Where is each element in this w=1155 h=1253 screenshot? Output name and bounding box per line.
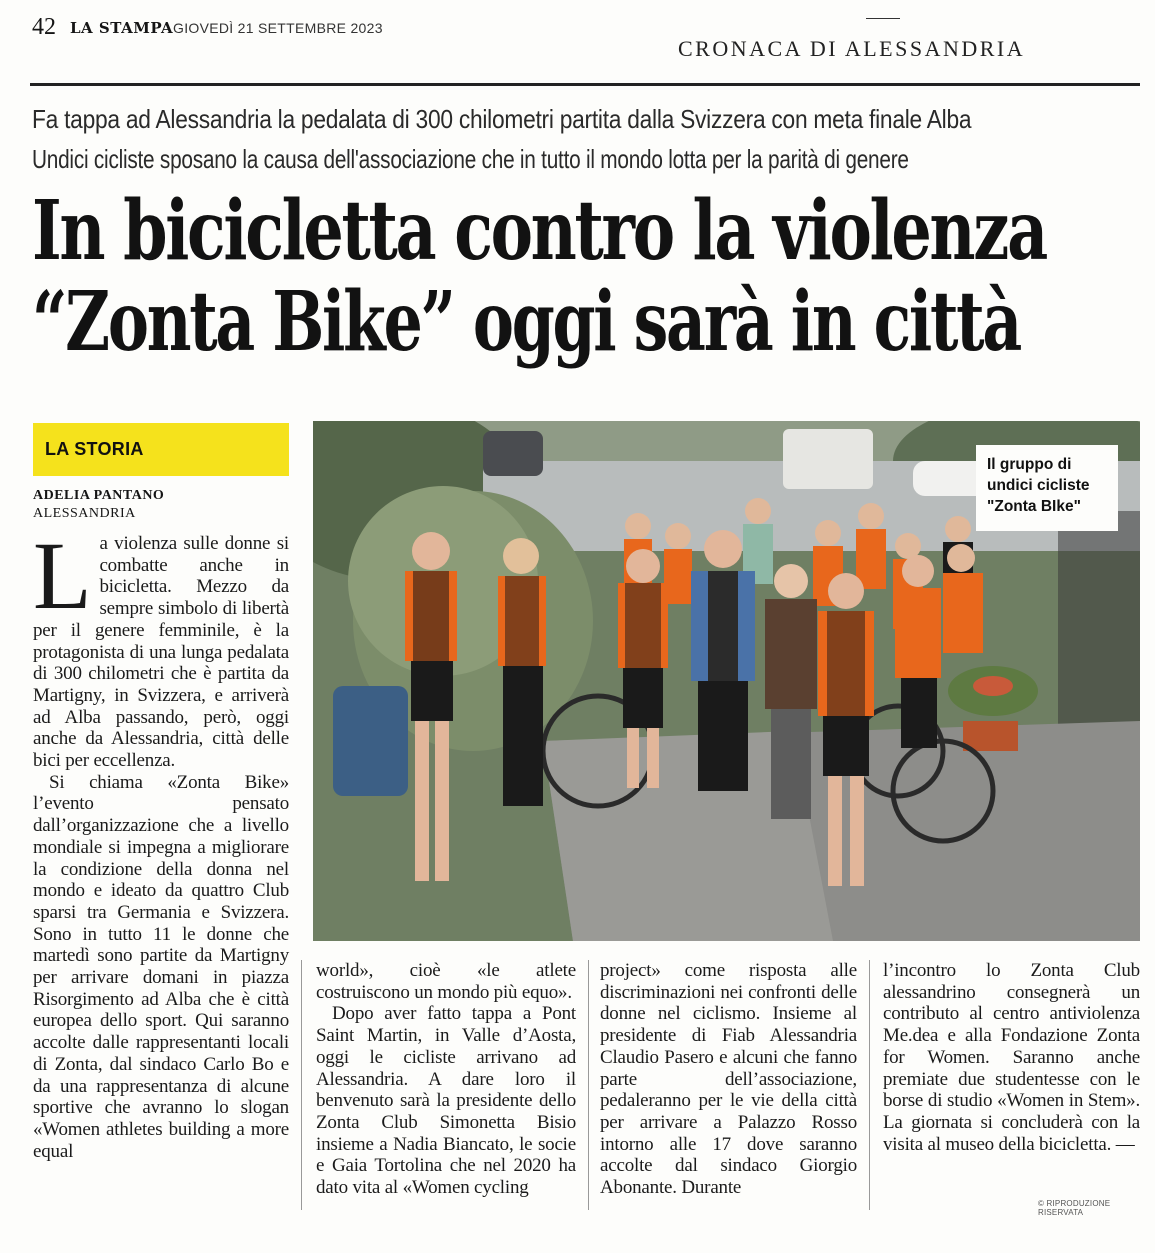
drop-cap: L — [33, 522, 92, 629]
column-rule — [588, 960, 589, 1210]
author-location: ALESSANDRIA — [33, 506, 136, 521]
article-paragraph: l’incontro lo Zonta Club alessandrino consegnerà un contributo al centro antiviolenza Me.dea e alla Fondazione Zonta for Women. Saranno anche premiate due studentesse con le borse di studio «Women in Stem». La giornata si concluderà con la visita al museo della bicicletta. — — [883, 960, 1140, 1155]
author-name: ADELIA PANTANO — [33, 488, 165, 503]
article-paragraph: project» come risposta alle discriminazioni nei confronti delle donne nel ciclismo. Insieme al presidente di Fiab Alessandria Claudio Pasero e alcuni che fanno parte dell’associazione, pedaleranno per le vie della città per arrivare a Palazzo Rosso intorno alle 17 dove saranno accolte dal sindaco Giorgio Abonante. Durante — [600, 960, 857, 1199]
page-number: 42 — [32, 14, 56, 40]
headline-line-2: “Zonta Bike” oggi sarà in città — [32, 274, 1020, 370]
article-paragraph: world», cioè «le atlete costruiscono un mondo più equo». — [316, 960, 576, 1003]
photo-caption: Il gruppo di undici cicliste "Zonta BIke" — [987, 456, 1090, 515]
column-rule — [301, 960, 302, 1210]
article-column-3 — [600, 960, 857, 1199]
newspaper-name: LA STAMPA — [70, 19, 174, 37]
story-label-text: LA STORIA — [45, 439, 144, 459]
paragraph-text: a violenza sulle donne si combatte anche in bicicletta. Mezzo da sempre simbolo di libertà per il genere femminile, è la protagonista di una lunga pedalata di 300 chilometri che è partita da Martigny, in Svizzera, e arriverà ad Alba passando, però, oggi anche da Alessandria, città delle bici per eccellenza. — [33, 533, 289, 772]
article-paragraph: Dopo aver fatto tappa a Pont Saint Martin, in Valle d’Aosta, oggi le cicliste arrivano ad Alessandria. A dare loro il benvenuto sarà la presidente dello Zonta Club Simonetta Bisio insieme a Nadia Biancato, le socie e Gaia Tortolina che nel 2020 ha dato vita al «Women cycling — [316, 1003, 576, 1199]
header-rule — [30, 83, 1140, 86]
article-column-4 — [883, 960, 1140, 1155]
article-column-2 — [316, 960, 576, 1199]
issue-date: GIOVEDÌ 21 SETTEMBRE 2023 — [173, 20, 383, 36]
story-label — [33, 423, 289, 476]
article-paragraph: Si chiama «Zonta Bike» l’evento pensato dall’organizzazione che a livello mondiale si impegna a migliorare la condizione della donna nel mondo e ideato da quattro Club sparsi tra Germania e Svizzera. Sono in tutto 11 le donne che martedì sono partite da Martigny per arrivare domani in piazza Risorgimento ad Alba che è città europea dello sport. Qui saranno accolte dalle rappresentanti locali di Zonta, dal sindaco Carlo Bo e da una rappresentanza di alcune sportive che avranno lo slogan «Women athletes building a more equal — [33, 771, 289, 1162]
kicker-line-2: Undici cicliste sposano la causa dell'associazione che in tutto il mondo lotta per la parità di genere — [32, 144, 909, 174]
section-rule — [866, 18, 900, 19]
article-paragraph — [33, 522, 289, 772]
photo-caption-box — [976, 445, 1118, 531]
article-column-1 — [33, 522, 289, 1162]
copyright-notice: © RIPRODUZIONE RISERVATA — [1038, 1199, 1111, 1217]
section-name: CRONACA DI ALESSANDRIA — [678, 36, 1026, 61]
kicker-line-1: Fa tappa ad Alessandria la pedalata di 300 chilometri partita dalla Svizzera con meta finale Alba — [32, 104, 972, 134]
headline-line-1: In bicicletta contro la violenza — [32, 183, 1046, 279]
column-rule — [869, 960, 870, 1210]
